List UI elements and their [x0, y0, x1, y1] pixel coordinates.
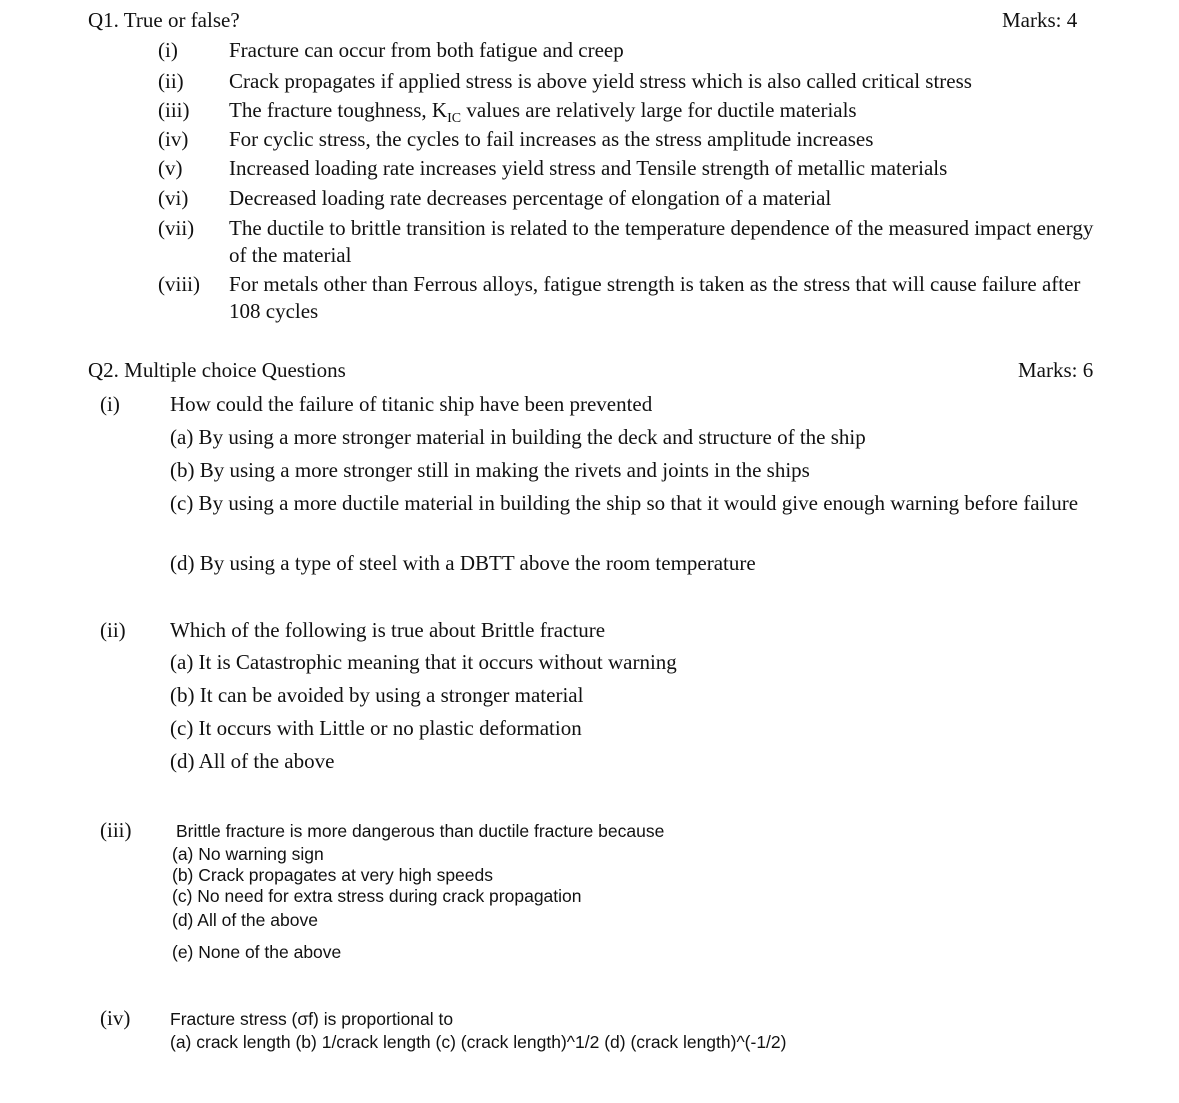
- q1-item: [158, 186, 1118, 213]
- q1-item-number: (ii): [158, 69, 184, 93]
- q2-question-text: How could the failure of titanic ship have been prevented: [170, 392, 653, 416]
- q2-option: (a) It is Catastrophic meaning that it occurs without warning: [170, 650, 677, 674]
- q1-item-text: For cyclic stress, the cycles to fail increases as the stress amplitude increases: [229, 127, 874, 151]
- q1-item: [158, 216, 1118, 270]
- q2-marks: Marks: 6: [1018, 358, 1094, 382]
- q2-option: (c) By using a more ductile material in building the ship so that it would give enough warning before failure: [170, 491, 1079, 515]
- q2-question-number: (ii): [100, 618, 126, 642]
- q2-option: (a) crack length (b) 1/crack length (c) (crack length)^1/2 (d) (crack length)^(-1/2): [170, 1032, 787, 1052]
- q2-title: Q2. Multiple choice Questions: [88, 358, 346, 382]
- q2-question-text: Which of the following is true about Brittle fracture: [170, 618, 606, 642]
- q1-item-text: Decreased loading rate decreases percentage of elongation of a material: [229, 186, 832, 210]
- q2-question-number: (iv): [100, 1006, 131, 1030]
- q1-item: [158, 156, 1118, 183]
- q2-option: (b) It can be avoided by using a stronger material: [170, 683, 584, 707]
- q2-option: (a) No warning sign: [172, 844, 324, 864]
- q2-question-number: (iii): [100, 818, 132, 842]
- q1-item-text: The ductile to brittle transition is related to the temperature dependence of the measured impact energy of the material: [229, 216, 1094, 267]
- q1-item-number: (vii): [158, 216, 195, 240]
- q2-option: (d) All of the above: [172, 910, 318, 930]
- q1-marks: Marks: 4: [1002, 8, 1078, 32]
- q1-item-number: (vi): [158, 186, 189, 210]
- q1-item: [158, 272, 1118, 326]
- q1-item-number: (viii): [158, 272, 200, 296]
- q1-item-number: (v): [158, 156, 183, 180]
- q2-option: (c) It occurs with Little or no plastic deformation: [170, 716, 582, 740]
- q1-item-text: Fracture can occur from both fatigue and creep: [229, 38, 624, 62]
- q1-item-number: (iii): [158, 98, 190, 122]
- q2-option: (b) Crack propagates at very high speeds: [172, 865, 493, 885]
- q2-question-text: Fracture stress (σf) is proportional to: [170, 1009, 454, 1029]
- q2-option: (e) None of the above: [172, 942, 342, 962]
- q1-item-number: (iv): [158, 127, 189, 151]
- q2-option: (c) No need for extra stress during crack propagation: [172, 886, 582, 906]
- q1-title: Q1. True or false?: [88, 8, 240, 32]
- q1-item: [158, 69, 1118, 96]
- q1-item-text: Crack propagates if applied stress is above yield stress which is also called critical stress: [229, 69, 972, 93]
- q1-item-text: For metals other than Ferrous alloys, fatigue strength is taken as the stress that will cause failure after 108 cycles: [229, 272, 1081, 323]
- q2-option: (d) By using a type of steel with a DBTT above the room temperature: [170, 551, 756, 575]
- q2-question-text: Brittle fracture is more dangerous than ductile fracture because: [176, 821, 665, 841]
- q1-item: [158, 98, 1118, 125]
- q1-item: [158, 127, 1118, 154]
- q1-item-text: The fracture toughness, $K_{IC}$ values are relatively large for ductile materials: [229, 98, 857, 127]
- q2-option: (d) All of the above: [170, 749, 335, 773]
- q2-question-number: (i): [100, 392, 120, 416]
- q2-option: (b) By using a more stronger still in making the rivets and joints in the ships: [170, 458, 810, 482]
- q1-item-number: (i): [158, 38, 178, 62]
- q1-item-text: Increased loading rate increases yield stress and Tensile strength of metallic materials: [229, 156, 948, 180]
- q2-option: (a) By using a more stronger material in building the deck and structure of the ship: [170, 425, 866, 449]
- q1-item: [158, 38, 1118, 65]
